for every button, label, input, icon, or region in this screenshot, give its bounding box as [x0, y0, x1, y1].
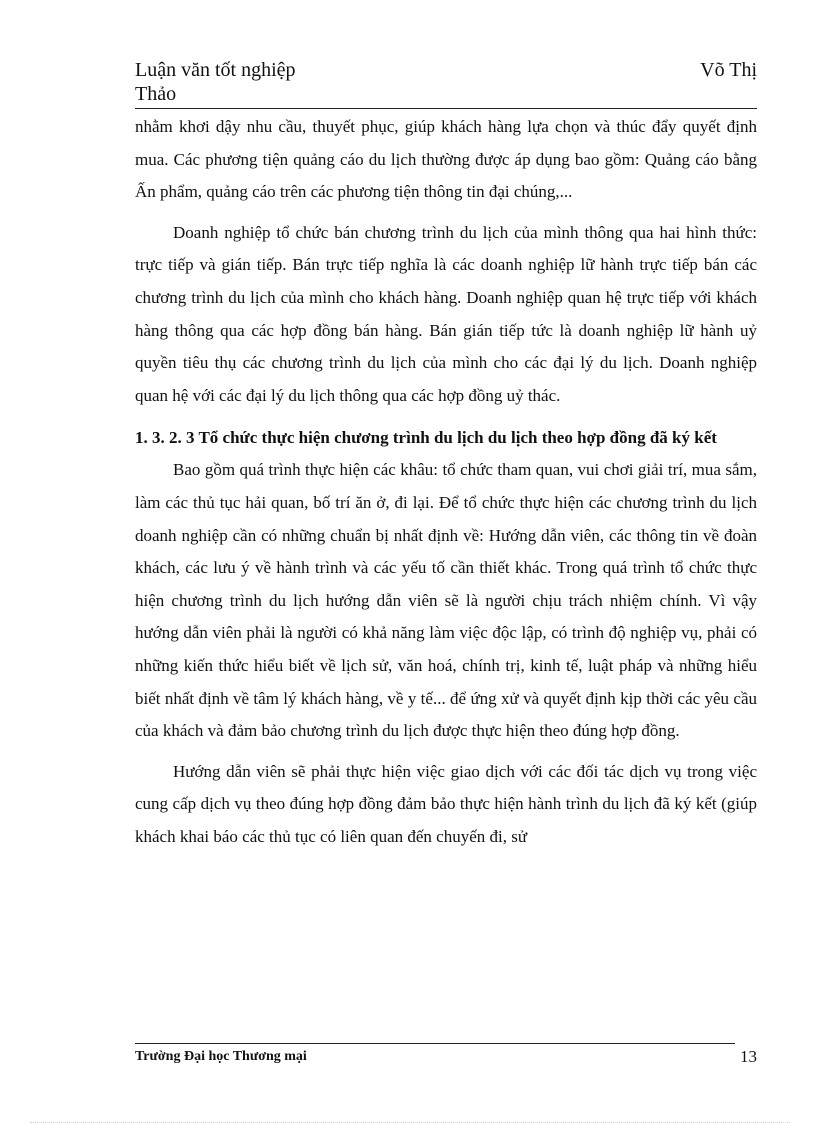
page-body	[135, 111, 757, 853]
page-header	[135, 58, 757, 109]
page-number: 13	[740, 1047, 757, 1066]
paragraph-2: Doanh nghiệp tổ chức bán chương trình du lịch của mình thông qua hai hình thức: trực tiếp và gián tiếp. Bán trực tiếp nghĩa là các doanh nghiệp lữ hành trực tiếp bán các chương trình du lịch của mình cho khách hàng. Doanh nghiệp quan hệ trực tiếp với khách hàng thông qua các hợp đồng bán hàng. Bán gián tiếp tức là doanh nghiệp lữ hành uỷ quyền tiêu thụ các chương trình du lịch của mình cho các đại lý du lịch. Doanh nghiệp quan hệ với các đại lý du lịch thông qua các hợp đồng uỷ thác.	[135, 222, 757, 405]
header-author: Võ Thị	[700, 59, 757, 81]
page-footer	[135, 1043, 757, 1071]
paragraph-4: Hướng dẫn viên sẽ phải thực hiện việc giao dịch với các đối tác dịch vụ trong việc cung cấp dịch vụ theo đúng hợp đồng đảm bảo thực hiện hành trình du lịch đã ký kết (giúp khách khai báo các thủ tục có liên quan đến chuyến đi, sử	[135, 761, 757, 846]
paragraph-3: Bao gồm quá trình thực hiện các khâu: tổ chức tham quan, vui chơi giải trí, mua sắm, làm các thủ tục hải quan, bố trí ăn ở, đi lại. Để tổ chức thực hiện các chương trình du lịch doanh nghiệp cần có những chuẩn bị nhất định về: Hướng dẫn viên, các thông tin về đoàn khách, các lưu ý về hành trình và các yếu tố cần thiết khác. Trong quá trình tổ chức thực hiện chương trình du lịch hướng dẫn viên sẽ là người chịu trách nhiệm chính. Vì vậy hướng dẫn viên phải là người có khả năng làm việc độc lập, có trình độ nghiệp vụ, phải có những kiến thức hiểu biết về lịch sử, văn hoá, chính trị, kinh tế, luật pháp và những hiểu biết nhất định về tâm lý khách hàng, về y tế... để ứng xử và quyết định kịp thời các yêu cầu của khách và đảm bảo chương trình du lịch được thực hiện theo đúng hợp đồng.	[135, 460, 757, 741]
paragraph-1: nhằm khơi dậy nhu cầu, thuyết phục, giúp khách hàng lựa chọn và thúc đẩy quyết định mua. Các phương tiện quảng cáo du lịch thường được áp dụng bao gồm: Quảng cáo bằng Ấn phẩm, quảng cáo trên các phương tiện thông tin đại chúng,...	[135, 117, 757, 202]
footer-divider	[135, 1043, 735, 1044]
footer-school: Trường Đại học Thương mại	[135, 1049, 307, 1064]
section-heading: 1. 3. 2. 3 Tổ chức thực hiện chương trình du lịch du lịch theo hợp đồng đã ký kết	[135, 428, 717, 448]
header-title: Luận văn tốt nghiệp	[135, 59, 296, 81]
header-author-wrap: Thảo	[135, 83, 177, 105]
